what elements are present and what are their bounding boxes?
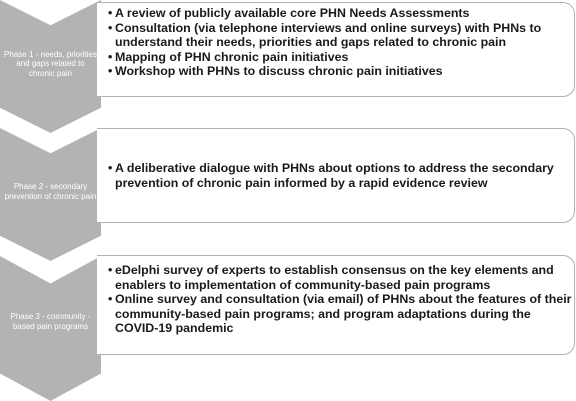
bullet-text: Online survey and consultation (via email) of PHNs about the features of their community-based pain programs; and program adaptations during the COVID-19 pandemic (115, 292, 572, 336)
phase-1-bullet-1 (108, 6, 572, 21)
phase-2-bullets (108, 161, 572, 190)
bullet-icon: • (108, 20, 113, 35)
bullet-text: Mapping of PHN chronic pain initiatives (115, 49, 349, 64)
phase-3-bullet-1 (108, 263, 572, 292)
bullet-icon: • (108, 263, 113, 277)
bullet-icon: • (108, 161, 113, 175)
bullet-icon: • (108, 64, 113, 79)
phase-3-bullet-2 (108, 292, 572, 336)
bullet-icon: • (108, 6, 113, 20)
phase-1-label: Phase 1 - needs, priorities and gaps related to chronic pain (4, 49, 97, 78)
bullet-text: Workshop with PHNs to discuss chronic pain initiatives (115, 64, 443, 79)
phase-2-label: Phase 2 - secondary prevention of chronic pain (4, 182, 97, 201)
bullet-text: eDelphi survey of experts to establish consensus on the key elements and enablers to implementation of community-based pain programs (115, 263, 554, 292)
phase-1-bullet-4 (108, 64, 572, 79)
phase-1-bullets (108, 6, 572, 79)
bullet-icon: • (108, 292, 113, 307)
phase-2-bullet-1 (108, 161, 572, 190)
phase-1-bullet-2 (108, 21, 572, 50)
bullet-text: A review of publicly available core PHN Needs Assessments (115, 6, 470, 20)
bullet-text: A deliberative dialogue with PHNs about options to address the secondary prevention of chronic pain informed by a rapid evidence review (115, 161, 554, 190)
phase-1-bullet-3 (108, 50, 572, 65)
bullet-icon: • (108, 49, 113, 64)
bullet-text: Consultation (via telephone interviews and online surveys) with PHNs to understand their needs, priorities and gaps related to chronic pain (115, 20, 542, 50)
phase-3-label: Phase 3 - community - based pain programs (10, 312, 91, 331)
phase-3-bullets (108, 263, 572, 336)
